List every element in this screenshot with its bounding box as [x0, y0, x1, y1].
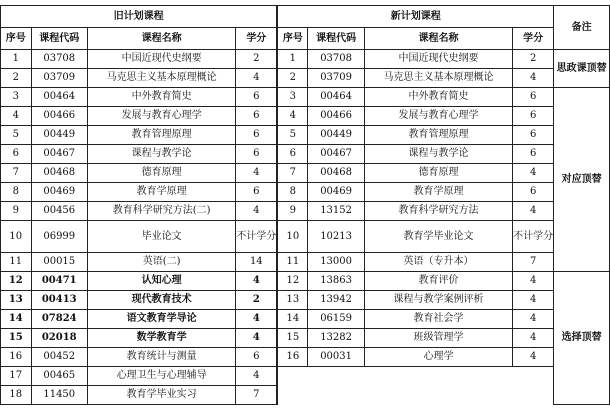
table-row — [1, 50, 610, 69]
new-name: 课程与教学案例评析 — [364, 291, 512, 310]
new-credit: 4 — [513, 329, 554, 348]
old-code: 00471 — [31, 272, 87, 291]
table-row — [1, 291, 610, 310]
old-name: 认知心理 — [87, 272, 235, 291]
old-credit: 4 — [236, 329, 278, 348]
new-name: 教育学原理 — [364, 183, 512, 202]
table-row — [1, 164, 610, 183]
new-credit: 2 — [513, 50, 554, 69]
old-seq: 9 — [1, 202, 32, 221]
old-credit: 2 — [236, 291, 278, 310]
new-code: 13282 — [308, 329, 364, 348]
new-seq: 4 — [277, 107, 308, 126]
new-credit: 6 — [513, 88, 554, 107]
new-credit: 4 — [513, 202, 554, 221]
old-credit: 4 — [236, 202, 278, 221]
old-seq: 16 — [1, 348, 32, 367]
old-credit: 6 — [236, 107, 278, 126]
new-credit: 6 — [513, 145, 554, 164]
old-seq: 7 — [1, 164, 32, 183]
new-seq: 1 — [277, 50, 308, 69]
new-code: 13863 — [308, 272, 364, 291]
new-code: 00468 — [308, 164, 364, 183]
remark-corresponding: 对应顶替 — [554, 88, 610, 272]
old-code: 03708 — [31, 50, 87, 69]
table-row — [1, 221, 610, 253]
new-name: 教育评价 — [364, 272, 512, 291]
table-row — [1, 367, 610, 386]
old-code: 06999 — [31, 221, 87, 253]
old-code: 00015 — [31, 253, 87, 272]
new-credit: 4 — [513, 310, 554, 329]
old-seq: 18 — [1, 386, 32, 405]
new-name: 心理学 — [364, 348, 512, 367]
old-credit: 6 — [236, 88, 278, 107]
new-name: 教育管理原理 — [364, 126, 512, 145]
new-seq: 11 — [277, 253, 308, 272]
new-seq-header: 序号 — [277, 28, 308, 50]
new-seq: 15 — [277, 329, 308, 348]
new-code: 03709 — [308, 69, 364, 88]
new-name: 教育科学研究方法 — [364, 202, 512, 221]
old-credit: 2 — [236, 50, 278, 69]
new-name: 教育学毕业论文 — [364, 221, 512, 253]
table-row — [1, 145, 610, 164]
new-name: 班级管理学 — [364, 329, 512, 348]
old-credit: 4 — [236, 69, 278, 88]
new-credit: 7 — [513, 253, 554, 272]
new-name: 马克思主义基本原理概论 — [364, 69, 512, 88]
new-credit-header: 学分 — [513, 28, 554, 50]
new-code: 00469 — [308, 183, 364, 202]
old-name: 教育管理原理 — [87, 126, 235, 145]
old-credit: 7 — [236, 386, 278, 405]
old-code-header: 课程代码 — [31, 28, 87, 50]
new-credit: 6 — [513, 126, 554, 145]
new-code: 13152 — [308, 202, 364, 221]
new-credit: 不计学分 — [513, 221, 554, 253]
old-code: 00469 — [31, 183, 87, 202]
new-credit: 4 — [513, 69, 554, 88]
old-name: 教育学毕业实习 — [87, 386, 235, 405]
old-credit: 14 — [236, 253, 278, 272]
table-row — [1, 329, 610, 348]
old-name: 中国近现代史纲要 — [87, 50, 235, 69]
old-code: 00464 — [31, 88, 87, 107]
old-seq: 17 — [1, 367, 32, 386]
old-credit: 6 — [236, 183, 278, 202]
new-code: 00449 — [308, 126, 364, 145]
old-seq: 8 — [1, 183, 32, 202]
old-name: 教育学原理 — [87, 183, 235, 202]
new-credit: 4 — [513, 291, 554, 310]
old-code: 07824 — [31, 310, 87, 329]
new-code: 03708 — [308, 50, 364, 69]
old-code: 00467 — [31, 145, 87, 164]
new-credit: 4 — [513, 164, 554, 183]
old-seq: 15 — [1, 329, 32, 348]
old-name: 德育原理 — [87, 164, 235, 183]
old-credit: 4 — [236, 367, 278, 386]
new-seq: 16 — [277, 348, 308, 367]
table-row — [1, 88, 610, 107]
old-credit: 4 — [236, 272, 278, 291]
table-row — [1, 310, 610, 329]
table-row — [1, 107, 610, 126]
old-code: 11450 — [31, 386, 87, 405]
new-credit: 4 — [513, 272, 554, 291]
new-seq: 10 — [277, 221, 308, 253]
old-name: 语文教育学导论 — [87, 310, 235, 329]
new-seq: 12 — [277, 272, 308, 291]
table-row — [1, 272, 610, 291]
old-seq: 13 — [1, 291, 32, 310]
old-name-header: 课程名称 — [87, 28, 235, 50]
old-name: 马克思主义基本原理概论 — [87, 69, 235, 88]
old-credit: 不计学分 — [236, 221, 278, 253]
new-code-header: 课程代码 — [308, 28, 364, 50]
old-seq: 6 — [1, 145, 32, 164]
old-seq: 1 — [1, 50, 32, 69]
old-credit: 6 — [236, 145, 278, 164]
new-seq: 7 — [277, 164, 308, 183]
new-credit: 4 — [513, 348, 554, 367]
old-code: 03709 — [31, 69, 87, 88]
old-code: 00449 — [31, 126, 87, 145]
new-code: 10213 — [308, 221, 364, 253]
table-row — [1, 202, 610, 221]
old-name: 教育统计与测量 — [87, 348, 235, 367]
table-row — [1, 348, 610, 367]
old-name: 教育科学研究方法(二) — [87, 202, 235, 221]
old-name: 心理卫生与心理辅导 — [87, 367, 235, 386]
old-name: 英语(二) — [87, 253, 235, 272]
new-name: 教育社会学 — [364, 310, 512, 329]
new-code: 00467 — [308, 145, 364, 164]
old-seq: 2 — [1, 69, 32, 88]
new-code: 13942 — [308, 291, 364, 310]
new-credit: 6 — [513, 107, 554, 126]
new-seq: 2 — [277, 69, 308, 88]
new-credit: 6 — [513, 183, 554, 202]
old-seq: 5 — [1, 126, 32, 145]
new-seq: 14 — [277, 310, 308, 329]
remark-header: 备注 — [554, 6, 610, 50]
old-credit: 4 — [236, 310, 278, 329]
old-name: 课程与教学论 — [87, 145, 235, 164]
old-credit-header: 学分 — [236, 28, 278, 50]
old-code: 00456 — [31, 202, 87, 221]
new-seq: 5 — [277, 126, 308, 145]
old-name: 毕业论文 — [87, 221, 235, 253]
new-plan-empty — [277, 367, 553, 405]
old-credit: 6 — [236, 126, 278, 145]
remark-politics: 思政课顶替 — [554, 50, 610, 88]
table-row — [1, 253, 610, 272]
new-seq: 13 — [277, 291, 308, 310]
table-row — [1, 183, 610, 202]
new-plan-header: 新计划课程 — [277, 6, 553, 28]
old-credit: 4 — [236, 164, 278, 183]
old-code: 02018 — [31, 329, 87, 348]
old-credit: 6 — [236, 348, 278, 367]
new-code: 06159 — [308, 310, 364, 329]
table-row — [1, 126, 610, 145]
old-code: 00465 — [31, 367, 87, 386]
new-code: 13000 — [308, 253, 364, 272]
old-seq-header: 序号 — [1, 28, 32, 50]
new-name: 课程与教学论 — [364, 145, 512, 164]
old-code: 00468 — [31, 164, 87, 183]
old-seq: 4 — [1, 107, 32, 126]
new-name: 中外教育简史 — [364, 88, 512, 107]
new-name-header: 课程名称 — [364, 28, 512, 50]
new-name: 发展与教育心理学 — [364, 107, 512, 126]
new-seq: 6 — [277, 145, 308, 164]
old-name: 数学教育学 — [87, 329, 235, 348]
new-code: 00464 — [308, 88, 364, 107]
old-seq: 10 — [1, 221, 32, 253]
new-name: 中国近现代史纲要 — [364, 50, 512, 69]
table-row — [1, 69, 610, 88]
old-seq: 12 — [1, 272, 32, 291]
old-name: 现代教育技术 — [87, 291, 235, 310]
new-seq: 8 — [277, 183, 308, 202]
old-code: 00452 — [31, 348, 87, 367]
old-seq: 14 — [1, 310, 32, 329]
old-plan-header: 旧计划课程 — [1, 6, 278, 28]
new-code: 00031 — [308, 348, 364, 367]
new-seq: 3 — [277, 88, 308, 107]
new-name: 德育原理 — [364, 164, 512, 183]
old-code: 00413 — [31, 291, 87, 310]
remark-elective: 选择顶替 — [554, 272, 610, 405]
new-name: 英语（专升本） — [364, 253, 512, 272]
course-replacement-table — [0, 5, 610, 405]
old-seq: 3 — [1, 88, 32, 107]
old-name: 发展与教育心理学 — [87, 107, 235, 126]
old-name: 中外教育简史 — [87, 88, 235, 107]
old-seq: 11 — [1, 253, 32, 272]
new-seq: 9 — [277, 202, 308, 221]
old-code: 00466 — [31, 107, 87, 126]
new-code: 00466 — [308, 107, 364, 126]
